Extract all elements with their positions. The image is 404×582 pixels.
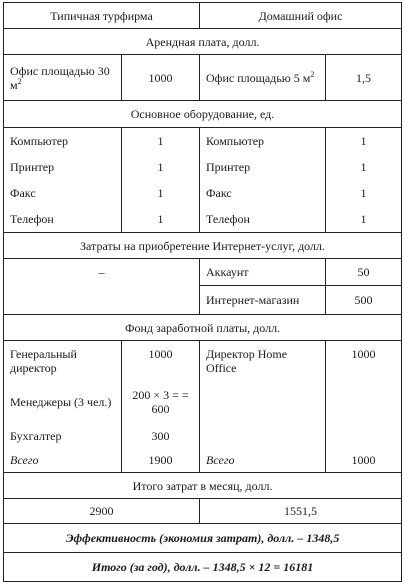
- equipment-row: [4, 206, 402, 233]
- efficiency-line: Эффективность (экономия затрат), долл. – 1348,5: [4, 524, 402, 553]
- internet-row: [4, 259, 402, 286]
- rent-left-label: Офис площадью 30 $м^2$: [4, 55, 122, 101]
- payroll-accountant-label: Бухгалтер: [4, 423, 122, 449]
- equipment-row: [4, 128, 402, 154]
- equipment-right-value: 1: [326, 154, 402, 180]
- payroll-row: [4, 341, 402, 381]
- payroll-ceo-label: Генеральный директор: [4, 341, 122, 381]
- section-title-payroll: Фонд заработной платы, долл.: [4, 315, 402, 341]
- equipment-row: [4, 154, 402, 180]
- section-title-equipment: Основное оборудование, ед.: [4, 101, 402, 128]
- payroll-home-director-value: 1000: [326, 341, 402, 449]
- equipment-right-label: Компьютер: [200, 128, 326, 154]
- payroll-total-row: [4, 449, 402, 473]
- payroll-managers-label: Менеджеры (3 чел.): [4, 381, 122, 423]
- equipment-left-value: 1: [122, 128, 200, 154]
- annual-total-line: Итого (за год), долл. – 1348,5 × 12 = 16181: [4, 553, 402, 582]
- rent-row: [4, 55, 402, 101]
- comparison-table: [3, 2, 402, 582]
- payroll-managers-value: 200 × 3 = = 600: [122, 381, 200, 423]
- equipment-right-label: Принтер: [200, 154, 326, 180]
- header-home-office: Домашний офис: [200, 3, 402, 29]
- internet-account-label: Аккаунт: [200, 259, 326, 286]
- monthly-left-value: 2900: [4, 499, 200, 524]
- internet-left-value: –: [4, 259, 200, 315]
- equipment-left-value: 1: [122, 206, 200, 233]
- equipment-row: [4, 180, 402, 206]
- equipment-right-value: 1: [326, 206, 402, 233]
- payroll-left-total-value: 1900: [122, 449, 200, 473]
- rent-right-label: Офис площадью 5 $м^2$: [200, 55, 326, 101]
- monthly-row: [4, 499, 402, 524]
- equipment-left-label: Принтер: [4, 154, 122, 180]
- section-title-monthly: Итого затрат в месяц, долл.: [4, 473, 402, 499]
- rent-right-value: 1,5: [326, 55, 402, 101]
- equipment-left-value: 1: [122, 180, 200, 206]
- payroll-left-total-label: Всего: [4, 449, 122, 473]
- header-typical-firm: Типичная турфирма: [4, 3, 200, 29]
- equipment-right-label: Факс: [200, 180, 326, 206]
- internet-store-label: Интернет-магазин: [200, 286, 326, 315]
- internet-store-value: 500: [326, 286, 402, 315]
- equipment-left-label: Компьютер: [4, 128, 122, 154]
- equipment-left-label: Телефон: [4, 206, 122, 233]
- internet-account-value: 50: [326, 259, 402, 286]
- equipment-right-value: 1: [326, 180, 402, 206]
- monthly-right-value: 1551,5: [200, 499, 402, 524]
- payroll-right-total-label: Всего: [200, 449, 326, 473]
- payroll-home-director-label: Директор Home Office: [200, 341, 326, 449]
- header-row: [4, 3, 402, 29]
- equipment-left-label: Факс: [4, 180, 122, 206]
- equipment-left-value: 1: [122, 154, 200, 180]
- equipment-right-value: 1: [326, 128, 402, 154]
- rent-left-value: 1000: [122, 55, 200, 101]
- payroll-accountant-value: 300: [122, 423, 200, 449]
- section-title-rent: Арендная плата, долл.: [4, 29, 402, 55]
- payroll-ceo-value: 1000: [122, 341, 200, 381]
- equipment-right-label: Телефон: [200, 206, 326, 233]
- section-title-internet: Затраты на приобретение Интернет-услуг, долл.: [4, 233, 402, 259]
- payroll-right-total-value: 1000: [326, 449, 402, 473]
